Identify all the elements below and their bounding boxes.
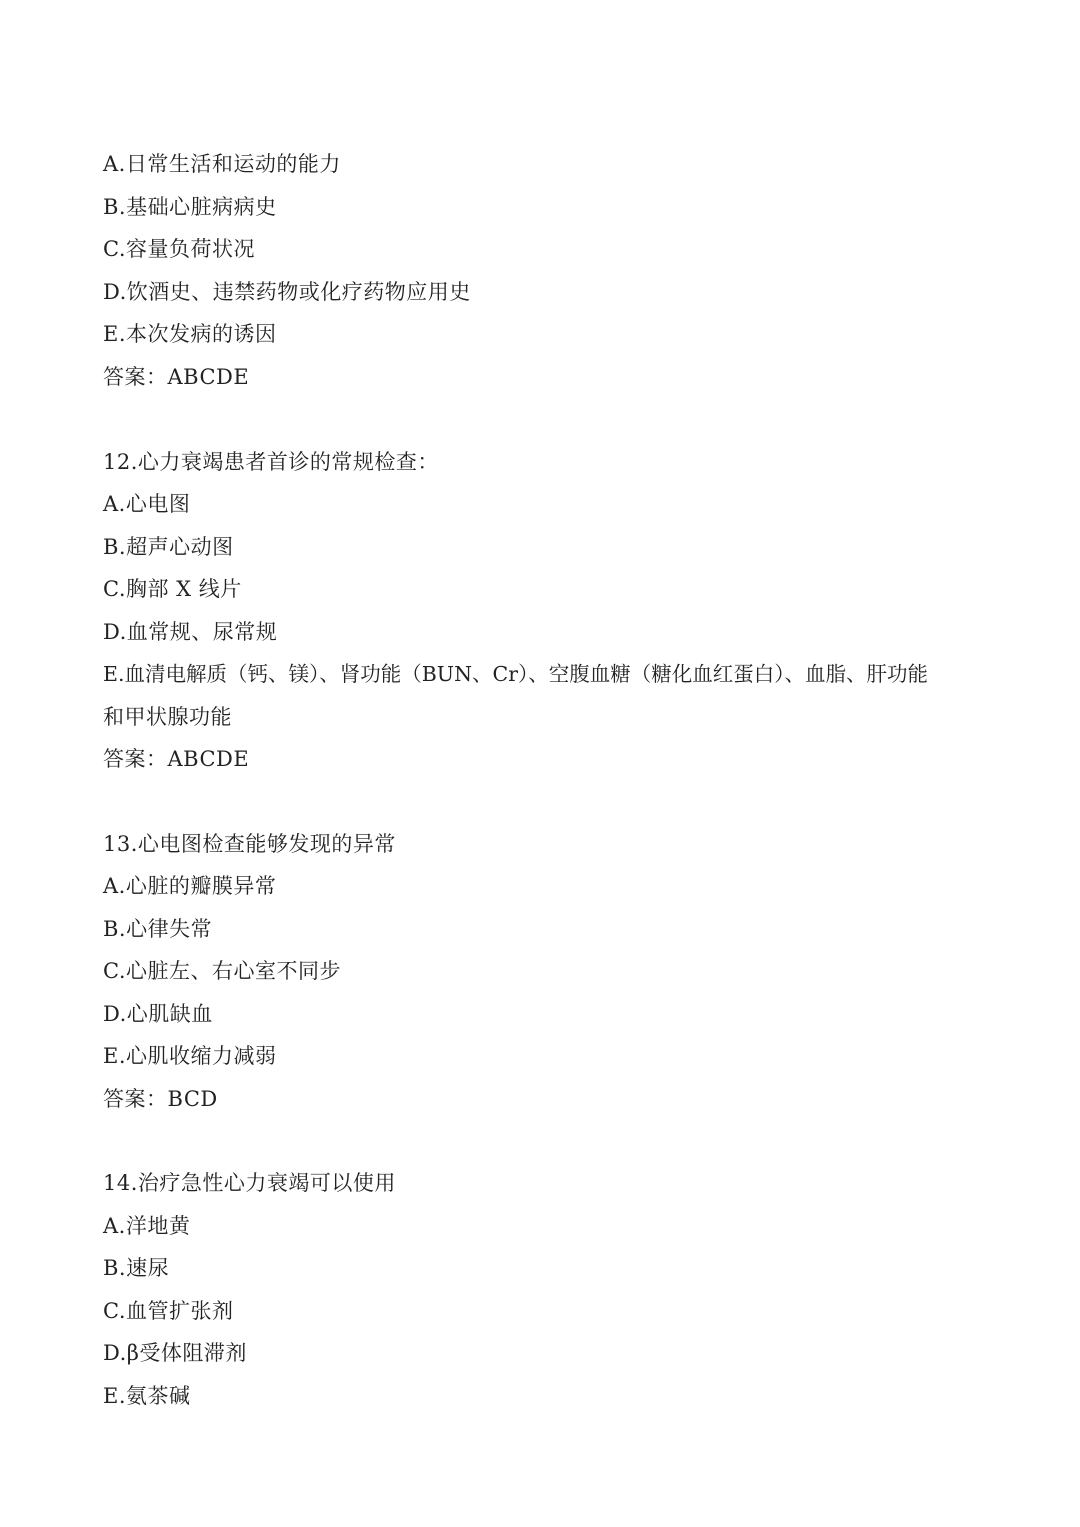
q14-option-e: E.氨茶碱: [103, 1384, 191, 1408]
q14-option-a: A.洋地黄: [103, 1214, 191, 1238]
q12-option-d: D.血常规、尿常规: [103, 620, 278, 644]
q11-option-b: B.基础心脏病病史: [103, 195, 277, 219]
q14-question: 14.治疗急性心力衰竭可以使用: [103, 1171, 396, 1195]
q12-option-c: C.胸部 X 线片: [103, 577, 242, 601]
q12-option-b: B.超声心动图: [103, 535, 234, 559]
q12-option-e: E.血清电解质（钙、镁）、肾功能（BUN、Cr）、空腹血糖（糖化血红蛋白）、血脂、肝功能: [103, 662, 928, 686]
q13-option-b: B.心律失常: [103, 917, 213, 941]
q12-option-e-cont: 和甲状腺功能: [103, 705, 232, 729]
q13-question: 13.心电图检查能够发现的异常: [103, 832, 396, 856]
q11-answer: 答案：ABCDE: [103, 365, 250, 389]
q14-option-b: B.速尿: [103, 1256, 170, 1280]
q12-answer: 答案：ABCDE: [103, 747, 250, 771]
q12-question: 12.心力衰竭患者首诊的常规检查：: [103, 450, 439, 474]
q11-option-e: E.本次发病的诱因: [103, 322, 277, 346]
q13-option-c: C.心脏左、右心室不同步: [103, 959, 341, 983]
q13-answer: 答案：BCD: [103, 1087, 218, 1111]
q13-option-e: E.心肌收缩力减弱: [103, 1044, 277, 1068]
q14-option-c: C.血管扩张剂: [103, 1299, 234, 1323]
q14-option-d: D.β受体阻滞剂: [103, 1341, 247, 1365]
q12-option-a: A.心电图: [103, 492, 191, 516]
q13-option-a: A.心脏的瓣膜异常: [103, 874, 277, 898]
q13-option-d: D.心肌缺血: [103, 1002, 213, 1026]
q11-option-a: A.日常生活和运动的能力: [103, 152, 341, 176]
q11-option-c: C.容量负荷状况: [103, 237, 255, 261]
q11-option-d: D.饮酒史、违禁药物或化疗药物应用史: [103, 280, 471, 304]
